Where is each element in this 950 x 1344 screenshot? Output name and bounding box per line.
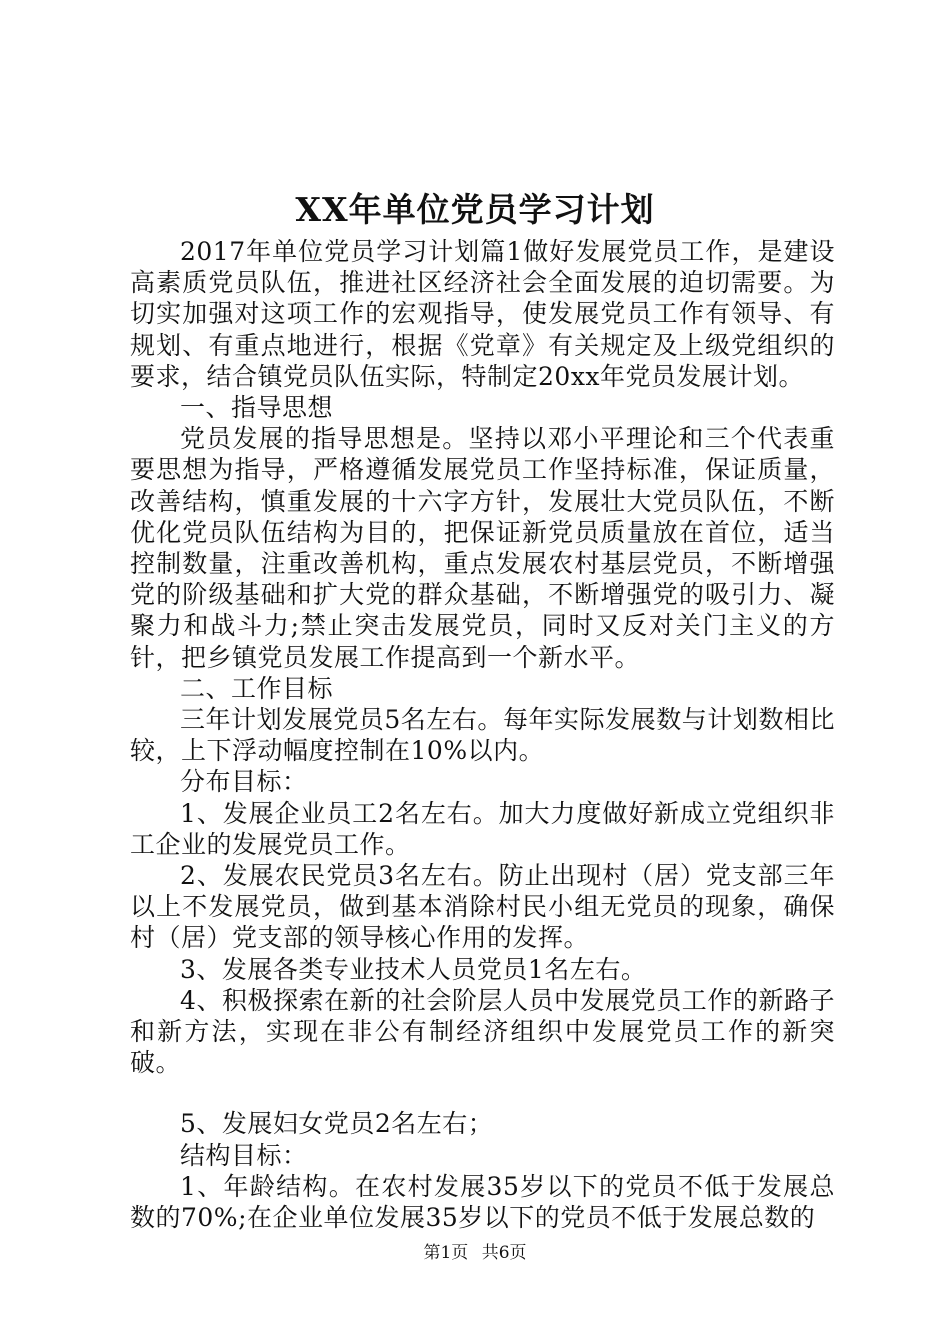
- page-footer: [0, 1241, 950, 1265]
- list-item: 5、发展妇女党员2名左右；: [180, 1109, 494, 1139]
- page-number: 第1页: [423, 1243, 469, 1263]
- paragraph-gap: [130, 1078, 835, 1108]
- guiding-thought-paragraph: 党员发展的指导思想是。坚持以邓小平理论和三个代表重要思想为指导，严格遵循发展党员工作坚持标准，保证质量，改善结构，慎重发展的十六字方针，发展壮大党员队伍，不断优化党员队伍结构为目的，把保证新党员质量放在首位，适当控制数量，注重改善机构，重点发展农村基层党员，不断增强党的阶级基础和扩大党的群众基础，不断增强党的吸引力、凝聚力和战斗力;禁止突击发展党员，同时又反对关门主义的方针，把乡镇党员发展工作提高到一个新水平。: [130, 424, 835, 672]
- section-heading-work-goals: 二、工作目标: [180, 673, 334, 703]
- list-item: 3、发展各类专业技术人员党员1名左右。: [180, 954, 647, 984]
- page-total: 共6页: [481, 1243, 527, 1263]
- document-title: XX年单位党员学习计划: [295, 190, 655, 229]
- structure-goals-label: 结构目标：: [180, 1140, 308, 1170]
- document-body: [130, 236, 835, 1233]
- list-item: 1、年龄结构。在农村发展35岁以下的党员不低于发展总数的70%;在企业单位发展35岁以下的党员不低于发展总数的: [130, 1171, 835, 1233]
- distribution-goals-label: 分布目标：: [180, 767, 308, 797]
- list-item: 4、积极探索在新的社会阶层人员中发展党员工作的新路子和新方法，实现在非公有制经济组织中发展党员工作的新突破。: [130, 985, 835, 1078]
- work-goals-paragraph: 三年计划发展党员5名左右。每年实际发展数与计划数相比较，上下浮动幅度控制在10%以内。: [130, 705, 835, 766]
- intro-paragraph: 2017年单位党员学习计划篇1做好发展党员工作，是建设高素质党员队伍，推进社区经济社会全面发展的迫切需要。为切实加强对这项工作的宏观指导，使发展党员工作有领导、有规划、有重点地进行，根据《党章》有关规定及上级党组织的要求，结合镇党员队伍实际，特制定20xx年党员发展计划。: [130, 237, 835, 391]
- list-item: 1、发展企业员工2名左右。加大力度做好新成立党组织非工企业的发展党员工作。: [130, 798, 835, 859]
- list-item: 2、发展农民党员3名左右。防止出现村（居）党支部三年以上不发展党员，做到基本消除村民小组无党员的现象，确保村（居）党支部的领导核心作用的发挥。: [130, 861, 835, 953]
- section-heading-guiding-thought: 一、指导思想: [180, 393, 334, 423]
